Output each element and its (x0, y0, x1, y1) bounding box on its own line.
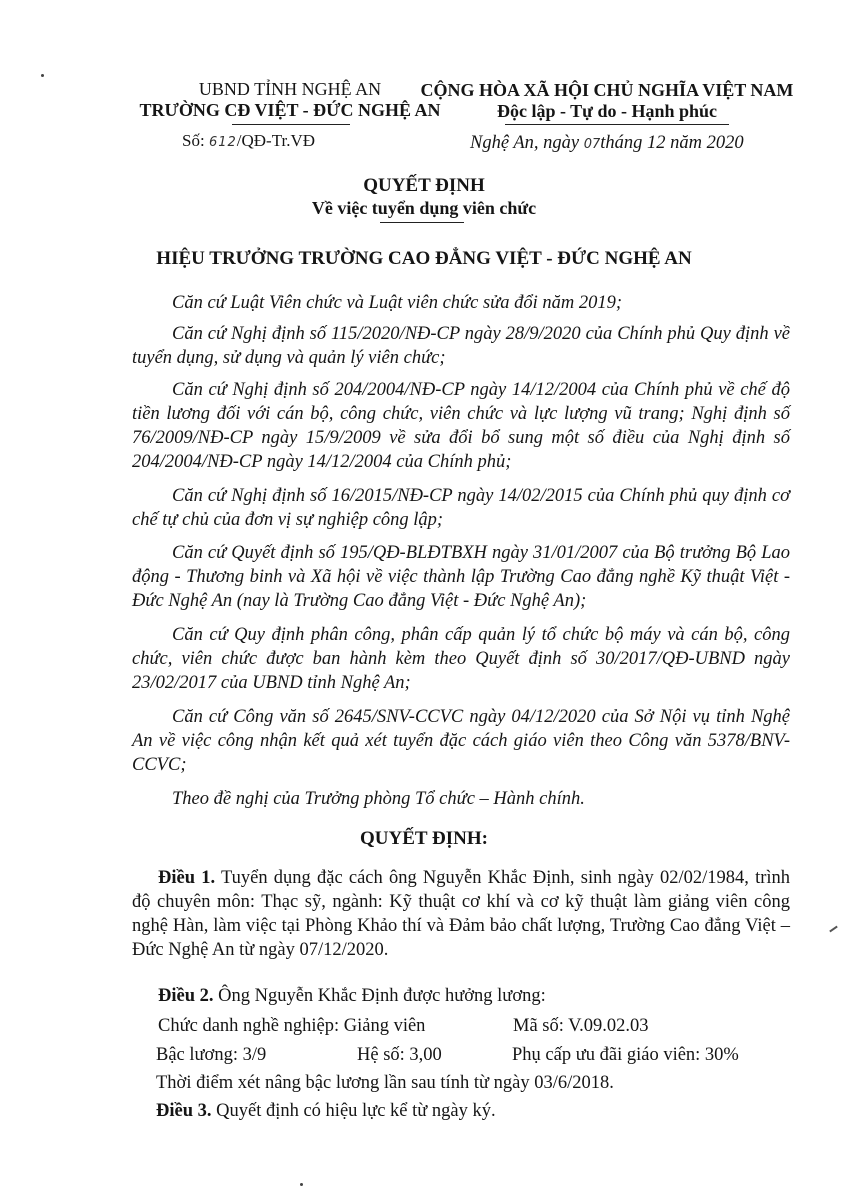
preamble-item: Căn cứ Nghị định số 115/2020/NĐ-CP ngày 28/9/2020 của Chính phủ Quy định về tuyển dụng, sử dụng và quản lý viên chức; (132, 324, 790, 368)
date-day: 07 (583, 137, 601, 152)
number-prefix: Số: (182, 131, 205, 150)
article-3-label: Điều 3. (156, 1101, 212, 1121)
scan-speck (300, 1183, 303, 1186)
motto-rule (505, 124, 729, 125)
article-2-intro (158, 986, 546, 1007)
place-and-date (470, 133, 744, 154)
authority-name: UBND TỈNH NGHỆ AN (198, 79, 382, 99)
job-title: Chức danh nghề nghiệp: Giảng viên (158, 1016, 426, 1036)
article-3-text: Quyết định có hiệu lực kể từ ngày ký. (211, 1101, 496, 1121)
salary-grade: Bậc lương: 3/9 (156, 1045, 267, 1065)
subject-rule (380, 222, 464, 223)
article-1-label: Điều 1. (158, 868, 216, 888)
republic-name: CỘNG HÒA XÃ HỘI CHỦ NGHĨA VIỆT NAM (420, 80, 794, 100)
document-number (182, 131, 315, 151)
number-suffix: /QĐ-Tr.VĐ (236, 131, 316, 150)
job-code: Mã số: V.09.02.03 (513, 1016, 649, 1036)
article-3 (156, 1101, 496, 1122)
header-left-rule (232, 124, 350, 125)
preamble-item: Căn cứ Quy định phân công, phân cấp quản lý tổ chức bộ máy và cán bộ, công chức, viên chức được ban hành kèm theo Quyết định số 30/2017/QĐ-UBND ngày 23/02/2017 của UBND tỉnh Nghệ An; (132, 625, 790, 693)
article-1 (132, 866, 790, 962)
salary-coefficient: Hệ số: 3,00 (357, 1045, 442, 1065)
date-suffix: tháng 12 năm 2020 (600, 133, 744, 153)
preamble-item: Căn cứ Nghị định số 16/2015/NĐ-CP ngày 14/02/2015 của Chính phủ quy định cơ chế tự chủ của đơn vị sự nghiệp công lập; (132, 486, 790, 530)
article-2-text: Ông Nguyễn Khắc Định được hưởng lương: (213, 986, 546, 1006)
teacher-allowance: Phụ cấp ưu đãi giáo viên: 30% (512, 1045, 739, 1065)
preamble-item: Căn cứ Luật Viên chức và Luật viên chức sửa đổi năm 2019; (172, 293, 623, 313)
next-raise-date: Thời điểm xét nâng bậc lương lần sau tính từ ngày 03/6/2018. (156, 1073, 614, 1093)
preamble-item: Theo đề nghị của Trưởng phòng Tổ chức – Hành chính. (172, 789, 585, 809)
scan-speck (41, 74, 44, 77)
scan-mark (829, 926, 838, 933)
number-value: 612 (208, 135, 237, 150)
school-name: TRƯỜNG CĐ VIỆT - ĐỨC NGHỆ AN (139, 100, 441, 120)
decision-subject: Về việc tuyển dụng viên chức (311, 198, 537, 218)
article-2-label: Điều 2. (158, 986, 214, 1006)
issuing-authority: HIỆU TRƯỞNG TRƯỜNG CAO ĐẲNG VIỆT - ĐỨC NGHỆ AN (156, 248, 692, 269)
national-motto: Độc lập - Tự do - Hạnh phúc (496, 101, 718, 121)
preamble-item: Căn cứ Quyết định số 195/QĐ-BLĐTBXH ngày 31/01/2007 của Bộ trưởng Bộ Lao động - Thương binh và Xã hội về việc thành lập Trường Cao đẳng nghề Kỹ thuật Việt - Đức Nghệ An (nay là Trường Cao đẳng Việt - Đức Nghệ An); (132, 543, 790, 611)
preamble-item: Căn cứ Công văn số 2645/SNV-CCVC ngày 04/12/2020 của Sở Nội vụ tỉnh Nghệ An về việc công nhận kết quả xét tuyển đặc cách giáo viên theo Công văn 5378/BNV-CCVC; (132, 707, 790, 775)
decision-title: QUYẾT ĐỊNH (363, 175, 485, 196)
preamble-item: Căn cứ Nghị định số 204/2004/NĐ-CP ngày 14/12/2004 của Chính phủ về chế độ tiền lương đối với cán bộ, công chức, viên chức và lực lượng vũ trang; Nghị định số 76/2009/NĐ-CP ngày 15/9/2009 về sửa đổi bổ sung một số điều của Nghị định số 204/2004/NĐ-CP ngày 14/12/2004 của Chính phủ; (132, 380, 790, 472)
decision-heading: QUYẾT ĐỊNH: (360, 828, 488, 849)
article-1-text: Tuyển dụng đặc cách ông Nguyễn Khắc Định, sinh ngày 02/02/1984, trình độ chuyên môn: Thạc sỹ, ngành: Kỹ thuật cơ khí và cơ kỹ thuật làm giảng viên công nghệ Hàn, làm việc tại Phòng Khảo thí và Đảm bảo chất lượng, Trường Cao đẳng Việt – Đức Nghệ An từ ngày 07/12/2020. (132, 868, 791, 960)
date-prefix: Nghệ An, ngày (470, 133, 580, 153)
